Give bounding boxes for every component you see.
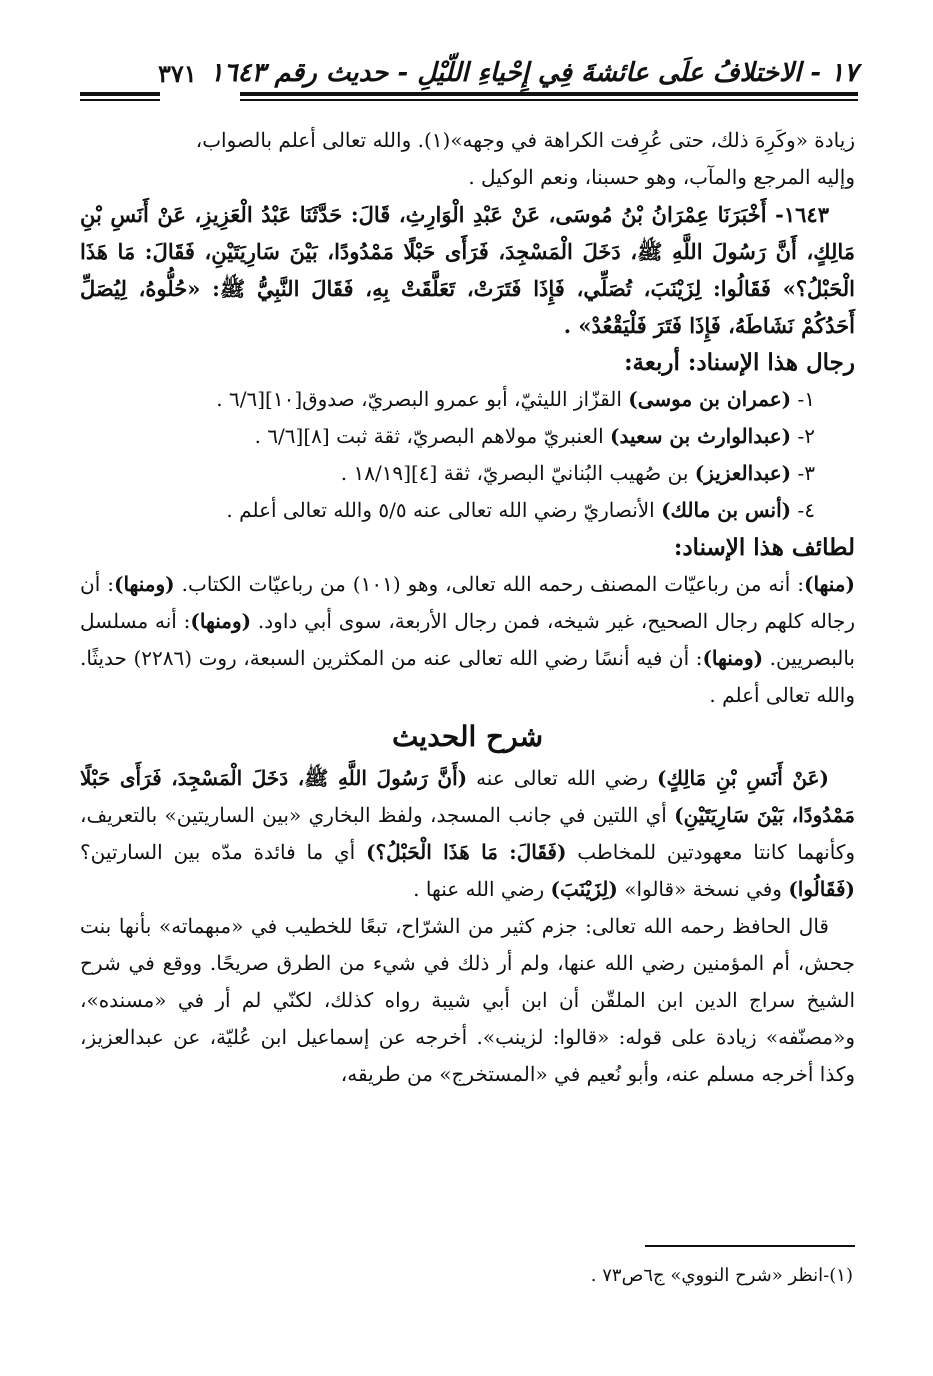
quoted-hadith: (أَنَّ رَسُولَ اللَّهِ ﷺ، دَخَلَ الْمَسْجِدَ، فَرَأَى حَبْلًا مَمْدُودًا، بَيْنَ سَارِيَتَيْنِ): [80, 766, 855, 827]
narrator-item: [80, 492, 855, 529]
header-title: ١٧ - الاختلافُ علَى عائشةَ فِي إِحْياءِ اللّيْلِ - حديث رقم ١٦٤٣: [209, 58, 858, 88]
lataif-marker: (ومنها): [190, 609, 252, 633]
header-rule-thin: [240, 99, 858, 101]
footnote-rule: [645, 1245, 855, 1247]
narrator-name: (عبدالعزيز): [694, 461, 792, 485]
quoted-hadith: (لِزَيْنَبَ): [550, 877, 618, 901]
hadith-text: ١٦٤٣- أَخْبَرَنَا عِمْرَانُ بْنُ مُوسَى، عَنْ عَبْدِ الْوَارِثِ، قَالَ: حَدَّثَنَا عَبْدُ الْعَزِيزِ، عَنْ أَنَسِ بْنِ مَالِكٍ، أَنَّ رَسُولَ اللَّهِ ﷺ، دَخَلَ الْمَسْجِدَ، فَرَأَى حَبْلًا مَمْدُودًا، بَيْنَ سَارِيَتَيْنِ، فَقَالَ: مَا هَذَا الْحَبْلُ؟» فَقَالُوا: لِزَيْنَبَ، تُصَلِّي، فَإِذَا فَتَرَتْ، تَعَلَّقَتْ بِهِ، فَقَالَ النَّبِيُّ ﷺ: «حُلُّوهُ، لِيُصَلِّ أَحَدُكُمْ نَشَاطَهُ، فَإِذَا فَتَرَ فَلْيَقْعُدْ» .: [80, 202, 855, 338]
sharh-heading: شرح الحديث: [391, 720, 544, 753]
narrators-heading: رجال هذا الإسناد: أربعة:: [624, 349, 855, 376]
quoted-hadith: (فَقَالَ: مَا هَذَا الْحَبْلُ؟): [365, 840, 567, 864]
commentary-text: وفي نسخة «قالوا»: [617, 877, 789, 901]
lataif-text: : أنه مسلسل بالبصريين.: [80, 609, 855, 670]
narrator-item: [80, 418, 855, 455]
lataif-text: : أن رجاله كلهم رجال الصحيح، غير شيخه، فمن رجال الأربعة، سوى أبي داود.: [80, 572, 855, 633]
lataif-paragraph: [80, 566, 855, 714]
lataif-marker: (ومنها): [113, 572, 175, 596]
commentary-text: أي ما فائدة مدّه بين السارتين؟: [80, 840, 366, 864]
narrator-name: (عبدالوارث بن سعيد): [610, 424, 792, 448]
footnote: (١)-انظر «شرح النووي» ج٦ص٧٣ .: [590, 1265, 853, 1286]
sharh-paragraph-2: قال الحافظ رحمه الله تعالى: جزم كثير من الشرّاح، تبعًا للخطيب في «مبهماته» بأنها بنت جحش، أم المؤمنين رضي الله عنها، ولم أر ذلك في شيء من الطرق صريحًا. ووقع في شرح الشيخ سراج الدين ابن الملقّن أن ابن أبي شيبة رواه كذلك، لكنّي لم أر في «مسنده»، و«مصنّفه» زيادة على قوله: «قالوا: لزينب». أخرجه عن إسماعيل ابن عُليّة، عن عبدالعزيز، وكذا أخرجه مسلم عنه، وأبو نُعيم في «المستخرج» من طريقه،: [80, 914, 855, 1086]
main-text: [80, 122, 855, 1093]
header-rule-left-thick: [80, 92, 160, 96]
sharh-paragraph-1: [80, 760, 855, 908]
narrator-name: (عمران بن موسى): [628, 387, 792, 411]
narrator-details: بن صُهيب البُنانيّ البصريّ، ثقة [٤][١٨/١٩ .: [340, 461, 695, 485]
lataif-marker: (ومنها): [702, 646, 764, 670]
narrator-details: القزّاز الليثيّ، أبو عمرو البصريّ، صدوق[١٠][٦/٦ .: [216, 387, 629, 411]
narrator-details: العنبريّ مولاهم البصريّ، ثقة ثبت [٨][٦/٦ .: [254, 424, 611, 448]
commentary-text: رضي الله عنها .: [413, 877, 551, 901]
narrator-details: الأنصاريّ رضي الله تعالى عنه ٥/٥ والله تعالى أعلم .: [226, 498, 662, 522]
intro-line-2: وإليه المرجع والمآب، وهو حسبنا، ونعم الوكيل .: [468, 165, 855, 189]
narrator-item: [80, 381, 855, 418]
header-rule-thick: [240, 92, 858, 96]
commentary-text: أي اللتين في جانب المسجد، ولفظ البخاري «بين الساريتين» بالتعريف، وكأنهما كانتا معهودتين للمخاطب: [80, 803, 856, 864]
narrator-name: (أنس بن مالك): [661, 498, 792, 522]
page-number: ٣٧١: [158, 59, 197, 88]
lataif-text: : أن فيه أنسًا رضي الله تعالى عنه من المكثرين السبعة، روت (٢٢٨٦) حديثًا. والله تعالى أعلم .: [80, 646, 855, 707]
quoted-hadith: (عَنْ أَنَسِ بْنِ مَالِكٍ): [657, 766, 830, 790]
lataif-marker: (منها): [804, 572, 855, 596]
narrator-number: ٣-: [791, 461, 815, 485]
lataif-text: : أنه من رباعيّات المصنف رحمه الله تعالى، وهو (١٠١) من رباعيّات الكتاب.: [174, 572, 804, 596]
commentary-text: رضي الله تعالى عنه: [467, 766, 658, 790]
narrator-number: ٢-: [791, 424, 815, 448]
narrator-number: ٤-: [791, 498, 815, 522]
intro-line-1: زيادة «وكَرِهَ ذلك، حتى عُرِفت الكراهة في وجهه»(١). والله تعالى أعلم بالصواب،: [195, 128, 855, 152]
narrator-item: [80, 455, 855, 492]
lataif-heading: لطائف هذا الإسناد:: [673, 534, 855, 561]
header-rule-left-thin: [80, 99, 160, 101]
quoted-hadith: (فَقَالُوا): [788, 877, 855, 901]
narrators-list: [80, 381, 855, 529]
narrator-number: ١-: [791, 387, 815, 411]
